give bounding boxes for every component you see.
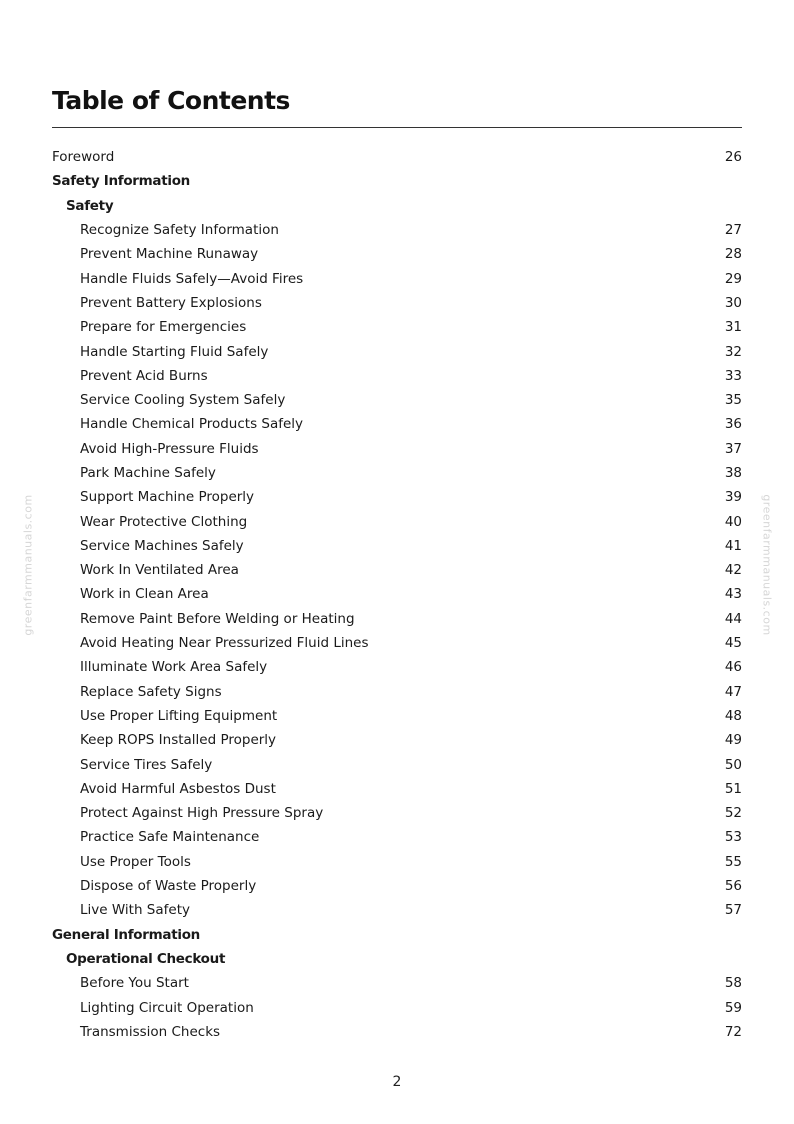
toc-entry[interactable] [52,874,742,898]
toc-list [52,145,742,1044]
toc-entry-label: Keep ROPS Installed Properly [80,732,277,749]
toc-entry-page: 55 [724,853,742,870]
toc-entry-page: 31 [724,319,742,336]
toc-entry-page: 39 [724,489,742,506]
toc-entry-label: Park Machine Safely [80,465,216,481]
toc-entry-page: 27 [724,222,742,239]
toc-entry[interactable] [52,291,742,315]
toc-entry-label: Illuminate Work Area Safely [80,659,268,676]
toc-entry-page: 51 [724,780,742,797]
toc-entry-label: Transmission Checks [80,1023,221,1040]
toc-entry[interactable] [52,631,742,655]
toc-entry[interactable] [52,315,742,339]
toc-entry-label: Service Cooling System Safely [80,392,286,409]
toc-entry[interactable] [52,582,742,606]
toc-entry-label: Before You Start [80,975,189,992]
toc-entry-page: 42 [724,562,742,579]
toc-entry-label: Safety Information [52,173,190,190]
toc-entry-label: Wear Protective Clothing [80,513,248,530]
toc-entry-page: 57 [724,902,742,919]
toc-entry[interactable] [52,145,742,169]
toc-entry[interactable] [52,801,742,825]
toc-entry[interactable] [52,509,742,533]
toc-entry-page: 49 [724,732,742,749]
toc-entry-label: Use Proper Tools [80,853,191,870]
toc-entry-page: 32 [724,343,742,360]
toc-entry-page: 50 [724,756,742,773]
toc-entry-label: Avoid High-Pressure Fluids [80,440,259,457]
toc-entry[interactable] [52,971,742,995]
toc-section-heading [52,923,742,947]
toc-entry[interactable] [52,218,742,242]
toc-section-heading [52,169,742,193]
toc-entry-label: Handle Chemical Products Safely [80,416,304,433]
toc-entry-page: 44 [724,610,742,627]
toc-entry-label: Service Tires Safely [80,756,213,773]
toc-entry-page: 26 [724,149,742,166]
toc-entry[interactable] [52,534,742,558]
toc-entry-page: 37 [724,440,742,457]
toc-entry-label: Prepare for Emergencies [80,319,247,336]
toc-entry-label: Avoid Heating Near Pressurized Fluid Lines [80,635,369,652]
toc-entry[interactable] [52,704,742,728]
watermark-right: greenfarmmanuals.com [760,494,774,636]
toc-entry-page: 45 [724,635,742,652]
toc-entry-page: 59 [724,999,742,1016]
toc-entry-page: 41 [724,537,742,554]
toc-entry[interactable] [52,680,742,704]
toc-entry[interactable] [52,339,742,363]
toc-entry-page: 56 [724,878,742,895]
toc-entry[interactable] [52,777,742,801]
toc-entry-label: Practice Safe Maintenance [80,829,260,846]
toc-entry-label: Operational Checkout [66,950,226,967]
toc-entry-page: 36 [724,416,742,433]
toc-entry-page: 58 [724,975,742,992]
toc-entry[interactable] [52,752,742,776]
toc-entry-page: 38 [724,465,742,481]
page-number: 2 [392,1074,402,1090]
toc-entry[interactable] [52,412,742,436]
toc-entry[interactable] [52,728,742,752]
toc-entry-label: Dispose of Waste Properly [80,878,257,895]
toc-entry-page: 72 [724,1023,742,1040]
toc-entry[interactable] [52,242,742,266]
toc-entry-page: 43 [724,586,742,603]
toc-entry[interactable] [52,655,742,679]
toc-entry-label: Work in Clean Area [80,586,209,603]
toc-entry-page: 30 [724,294,742,311]
toc-entry-label: Protect Against High Pressure Spray [80,805,324,822]
toc-entry-label: Avoid Harmful Asbestos Dust [80,780,276,797]
toc-entry-page: 29 [724,270,742,287]
toc-entry-label: Replace Safety Signs [80,683,222,700]
toc-entry-label: Handle Fluids Safely—Avoid Fires [80,270,304,287]
toc-entry-label: Live With Safety [80,902,190,919]
toc-entry-page: 40 [724,513,742,530]
toc-entry-page: 52 [724,805,742,822]
toc-entry-label: General Information [52,926,200,943]
toc-entry[interactable] [52,1020,742,1044]
toc-entry-label: Use Proper Lifting Equipment [80,707,278,724]
toc-entry-label: Prevent Acid Burns [80,367,208,384]
toc-entry-page: 46 [724,659,742,676]
toc-entry-page: 35 [724,392,742,409]
toc-entry-label: Work In Ventilated Area [80,562,239,579]
toc-entry[interactable] [52,607,742,631]
title-divider [52,127,742,128]
toc-entry-label: Prevent Battery Explosions [80,294,262,311]
toc-entry-page: 47 [724,683,742,700]
toc-entry-label: Remove Paint Before Welding or Heating [80,610,355,627]
watermark-left: greenfarmmanuals.com [21,494,35,636]
toc-entry-label: Recognize Safety Information [80,222,279,239]
toc-entry[interactable] [52,388,742,412]
toc-entry[interactable] [52,364,742,388]
toc-entry-label: Prevent Machine Runaway [80,246,259,263]
toc-entry[interactable] [52,825,742,849]
page-title: Table of Contents [52,86,290,115]
toc-section-heading [52,194,742,218]
toc-entry-page: 33 [724,367,742,384]
toc-entry-page: 53 [724,829,742,846]
toc-entry[interactable] [52,558,742,582]
toc-entry-label: Foreword [52,149,115,166]
toc-entry-label: Handle Starting Fluid Safely [80,343,269,360]
toc-entry-label: Lighting Circuit Operation [80,999,254,1016]
toc-entry[interactable] [52,995,742,1019]
toc-entry[interactable] [52,898,742,922]
toc-entry[interactable] [52,850,742,874]
toc-entry[interactable] [52,461,742,485]
toc-entry-label: Safety [66,197,114,214]
toc-entry-label: Support Machine Properly [80,489,255,506]
toc-entry-page: 48 [724,707,742,724]
toc-entry-page: 28 [724,246,742,263]
toc-section-heading [52,947,742,971]
toc-entry[interactable] [52,485,742,509]
toc-entry[interactable] [52,266,742,290]
toc-entry[interactable] [52,437,742,461]
toc-entry-label: Service Machines Safely [80,537,244,554]
